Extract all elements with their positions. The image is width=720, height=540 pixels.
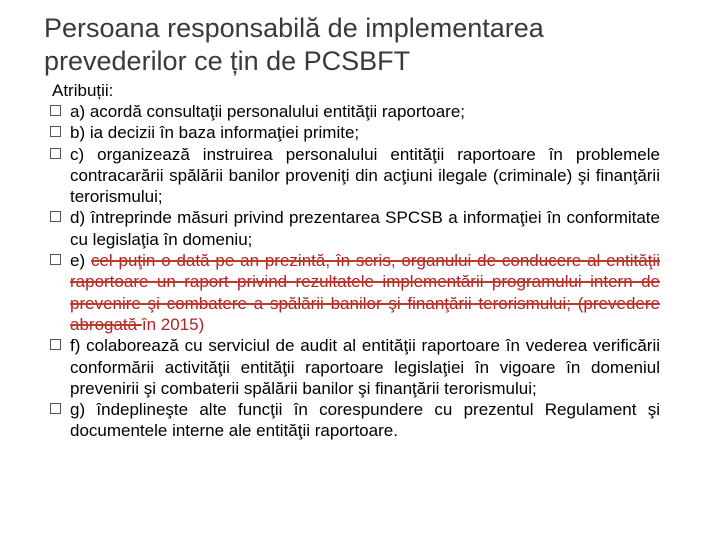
- slide-title: Persoana responsabilă de implementarea prevederilor ce țin de PCSBFT: [44, 13, 544, 76]
- struck-text: cel puţin o dată pe an prezintă, în scris, organului de conducere al entităţii raportoare un raport privind rezultatele implementării programului intern de prevenire şi combatere a spălării banilor şi finanţării terorismului; (prevedere abrogată: [70, 251, 661, 334]
- item-text: ia decizii în baza informaţiei primite;: [89, 123, 360, 143]
- item-letter: g): [70, 400, 97, 420]
- checkbox-bullet-icon: [50, 105, 61, 116]
- item-letter: f): [70, 336, 87, 356]
- item-letter: a): [70, 102, 90, 121]
- item-text: acordă consultaţii personalului entităţii raportoare;: [89, 102, 466, 121]
- intro-label: Atribuții:: [52, 81, 114, 100]
- attributions-list: [50, 101, 660, 442]
- abrogated-note: în 2015): [141, 314, 205, 334]
- item-letter: b): [70, 123, 90, 143]
- checkbox-bullet-icon: [50, 403, 61, 414]
- list-item: [50, 207, 660, 250]
- item-letter: c): [70, 144, 98, 164]
- list-item: [50, 122, 660, 143]
- list-item-abrogated: [50, 250, 660, 335]
- checkbox-bullet-icon: [50, 148, 61, 159]
- item-text: colaborează cu serviciul de audit al entităţii raportoare în vederea verificării conformării activităţii entităţii raportoare legislaţiei în vigoare în domeniul prevenirii şi combaterii spălării banilor şi finanţării terorismului;: [70, 336, 660, 398]
- item-text: întreprinde măsuri privind prezentarea SPCSB a informaţiei în conformitate cu legislaţia în domeniu;: [70, 208, 660, 249]
- item-letter: d): [70, 208, 91, 228]
- list-item: [50, 399, 660, 442]
- checkbox-bullet-icon: [50, 254, 61, 265]
- list-item: [50, 144, 660, 208]
- checkbox-bullet-icon: [50, 211, 61, 222]
- item-text: organizează instruirea personalului entităţii raportoare în problemele contracarării spălării banilor proveniţi din acţiuni ilegale (criminale) şi finanţării terorismului;: [70, 144, 660, 207]
- list-item: [50, 335, 660, 399]
- checkbox-bullet-icon: [50, 339, 61, 350]
- item-letter: e): [70, 251, 91, 271]
- checkbox-bullet-icon: [50, 126, 61, 137]
- item-text: îndeplineşte alte funcţii în corespundere cu prezentul Regulament şi documentele interne ale entităţii raportoare.: [70, 400, 660, 441]
- list-item: [50, 101, 660, 122]
